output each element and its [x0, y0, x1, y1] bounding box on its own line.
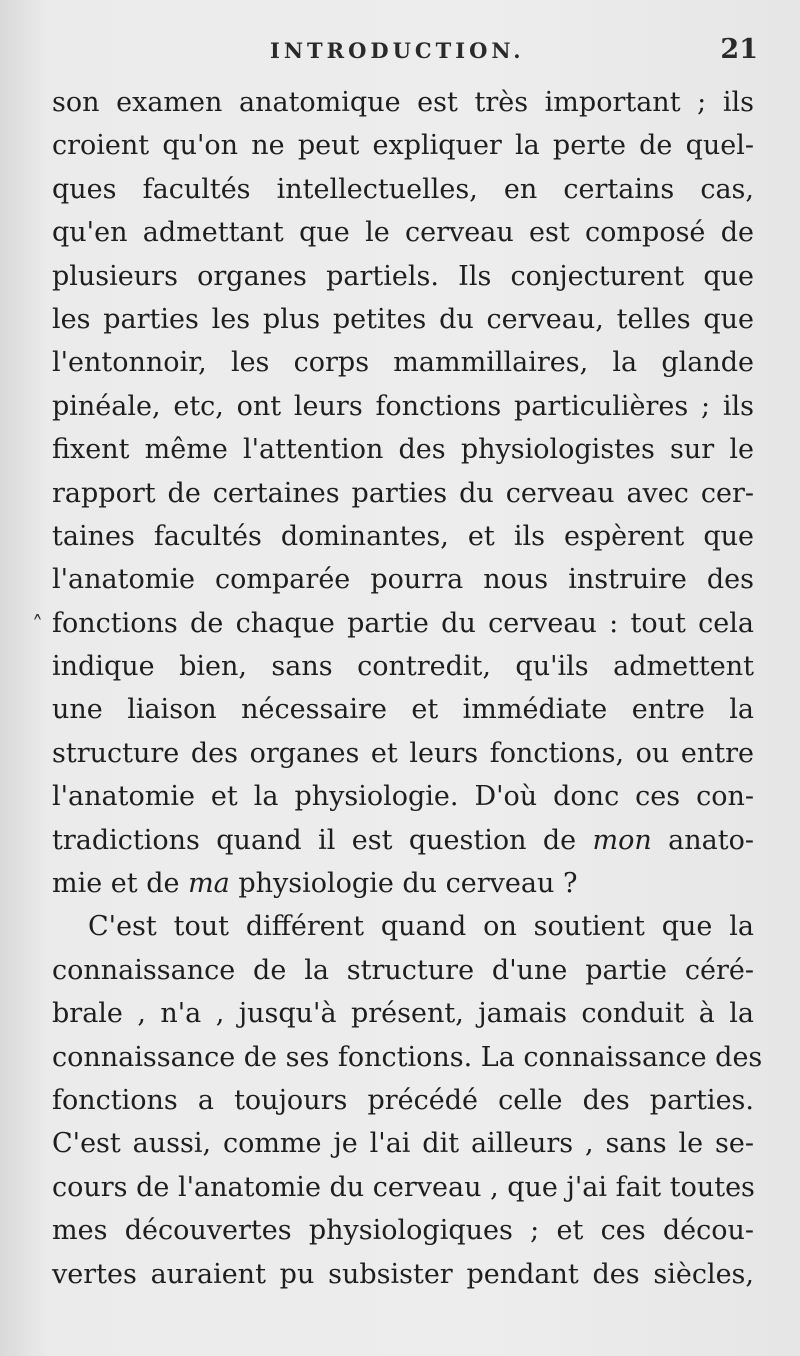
text-segment: tradictions quand il est question de [52, 824, 593, 856]
text-segment: physiologie du cerveau ? [229, 868, 578, 900]
text-line: ques facultés intellectuelles, en certains cas, [52, 173, 754, 205]
body-text [52, 81, 763, 1296]
text-line: structure des organes et leurs fonctions, ou entre [52, 737, 754, 769]
page-number: 21 [720, 34, 758, 65]
text-line: brale , n'a , jusqu'à présent, jamais conduit à la [52, 998, 754, 1030]
emphasis: ma [188, 868, 230, 900]
emphasis: mon [592, 824, 652, 856]
text-line: C'est aussi, comme je l'ai dit ailleurs , sans le se- [52, 1128, 754, 1160]
text-line: l'entonnoir, les corps mammillaires, la glande [52, 347, 754, 379]
text-line: pinéale, etc, ont leurs fonctions particulières ; ils [52, 390, 754, 422]
text-line: les parties les plus petites du cerveau, telles que [52, 303, 754, 335]
text-line: vertes auraient pu subsister pendant des siècles, [52, 1258, 754, 1290]
text-line: qu'en admettant que le cerveau est composé de [52, 217, 754, 249]
text-line [52, 819, 754, 862]
running-title: INTRODUCTION. [270, 38, 525, 63]
text-line: l'anatomie et la physiologie. D'où donc ces con- [52, 781, 754, 813]
text-line: mes découvertes physiologiques ; et ces décou- [52, 1215, 754, 1247]
text-line: fixent même l'attention des physiologistes sur le [52, 434, 754, 466]
text-line: rapport de certaines parties du cerveau avec cer- [52, 477, 754, 509]
text-line: cours de l'anatomie du cerveau , que j'ai fait toutes [52, 1171, 755, 1203]
text-line: une liaison nécessaire et immédiate entre la [52, 694, 754, 726]
text-line: C'est tout différent quand on soutient que la [88, 911, 754, 943]
text-line: son examen anatomique est très important ; ils [52, 87, 754, 118]
text-line: connaissance de la structure d'une partie céré- [52, 954, 754, 986]
text-line: taines facultés dominantes, et ils espèrent que [52, 520, 754, 552]
text-line: croient qu'on ne peut expliquer la perte de quel- [52, 130, 754, 162]
text-line: plusieurs organes partiels. Ils conjecturent que [52, 260, 754, 292]
margin-mark: ˄ [32, 613, 43, 638]
text-line: l'anatomie comparée pourra nous instruire des [52, 564, 754, 596]
text-line: fonctions de chaque partie du cerveau : tout cela [52, 607, 754, 639]
text-segment: mie et de [52, 868, 189, 900]
text-line [52, 862, 754, 905]
text-line: indique bien, sans contredit, qu'ils admettent [52, 651, 754, 683]
text-line: connaissance de ses fonctions. La connaissance des [52, 1041, 763, 1073]
text-line: fonctions a toujours précédé celle des parties. [52, 1084, 754, 1116]
text-segment: anato- [651, 824, 754, 856]
